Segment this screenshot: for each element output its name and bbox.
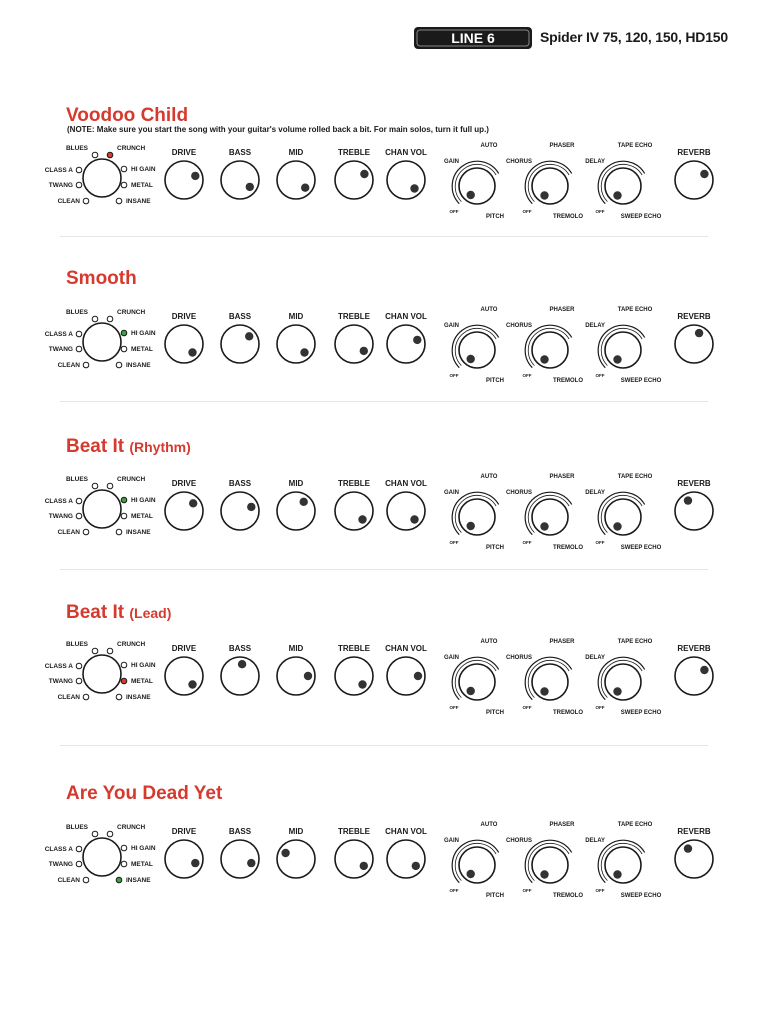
amp-model-label: BLUES	[65, 309, 88, 316]
preset	[0, 436, 768, 601]
led-indicator	[121, 330, 127, 336]
knob	[165, 325, 203, 363]
led-indicator	[92, 648, 98, 654]
led-indicator	[107, 648, 113, 654]
knob-label: BASS	[228, 312, 252, 321]
knob-indicator	[189, 499, 197, 507]
svg-text:LINE 6: LINE 6	[451, 30, 495, 46]
amp-panel	[0, 139, 768, 259]
amp-model-label: TWANG	[48, 346, 73, 353]
amp-model-selector	[83, 490, 121, 528]
knob-indicator	[191, 859, 199, 867]
fx-label-left: GAIN	[444, 323, 459, 329]
knob	[221, 492, 259, 530]
amp-model-label: METAL	[131, 182, 153, 189]
fx-label-bottom: PITCH	[486, 710, 504, 716]
fx-knob-indicator	[613, 870, 621, 878]
amp-model-label: TWANG	[48, 678, 73, 685]
fx-label-top: PHASER	[549, 474, 575, 480]
preset-title: Are You Dead Yet	[66, 783, 223, 804]
amp-model-label: INSANE	[126, 198, 151, 205]
fx-label-bottom: SWEEP ECHO	[620, 710, 662, 716]
amp-model-label: CRUNCH	[117, 309, 146, 316]
knob-indicator	[414, 672, 422, 680]
knob	[165, 840, 203, 878]
knob-label: MID	[288, 312, 304, 321]
knob-label: BASS	[228, 148, 252, 157]
fx-label-top: TAPE ECHO	[617, 307, 653, 313]
fx-knob	[532, 332, 568, 368]
amp-model-label: METAL	[131, 346, 153, 353]
led-indicator	[76, 861, 82, 867]
amp-model-selector	[83, 655, 121, 693]
preset-title: Beat It (Rhythm)	[66, 436, 191, 457]
preset-note: (NOTE: Make sure you start the song with your guitar's volume rolled back a bit. For main solos, turn it full up.)	[67, 125, 489, 134]
fx-label-left: CHORUS	[505, 159, 532, 165]
led-indicator	[107, 152, 113, 158]
knob	[221, 840, 259, 878]
fx-knob-indicator	[540, 355, 548, 363]
led-indicator	[83, 694, 89, 700]
fx-knob	[459, 499, 495, 535]
knob-label: DRIVE	[171, 827, 197, 836]
amp-model-label: CLASS A	[44, 331, 73, 338]
preset	[0, 105, 768, 270]
fx-knob-indicator	[467, 355, 475, 363]
led-indicator	[121, 166, 127, 172]
knob-indicator	[413, 336, 421, 344]
knob-indicator	[281, 849, 289, 857]
fx-label-top: TAPE ECHO	[617, 143, 653, 149]
led-indicator	[121, 497, 127, 503]
fx-knob-indicator	[613, 191, 621, 199]
fx-knob	[605, 168, 641, 204]
knob-indicator	[238, 660, 246, 668]
led-indicator	[76, 331, 82, 337]
led-indicator	[116, 529, 122, 535]
knob	[335, 840, 373, 878]
knob	[277, 492, 315, 530]
knob-label: MID	[288, 827, 304, 836]
amp-model-label: HI GAIN	[131, 330, 156, 337]
led-indicator	[92, 316, 98, 322]
fx-label-bottom: TREMOLO	[553, 710, 583, 716]
fx-label-bottom: TREMOLO	[553, 893, 583, 899]
led-indicator	[121, 845, 127, 851]
fx-knob	[605, 499, 641, 535]
fx-knob	[532, 499, 568, 535]
amp-model-label: TWANG	[48, 182, 73, 189]
knob-label: TREBLE	[338, 644, 370, 653]
fx-label-bottom: TREMOLO	[553, 545, 583, 551]
fx-label-bottom: SWEEP ECHO	[620, 893, 662, 899]
fx-label-top: AUTO	[480, 474, 498, 480]
fx-label-off: OFF	[595, 373, 605, 378]
amp-model-label: INSANE	[126, 694, 151, 701]
preset-title: Beat It (Lead)	[66, 602, 172, 623]
knob	[675, 492, 713, 530]
preset	[0, 268, 768, 433]
fx-label-off: OFF	[449, 540, 459, 545]
fx-label-top: TAPE ECHO	[617, 822, 653, 828]
amp-panel	[0, 635, 768, 755]
knob-indicator	[246, 183, 254, 191]
fx-label-left: GAIN	[444, 490, 459, 496]
knob-label: BASS	[228, 644, 252, 653]
fx-label-bottom: TREMOLO	[553, 214, 583, 220]
fx-label-left: DELAY	[585, 323, 605, 329]
led-indicator	[76, 167, 82, 173]
fx-knob	[532, 664, 568, 700]
amp-model-label: CRUNCH	[117, 145, 146, 152]
fx-label-off: OFF	[449, 209, 459, 214]
fx-knob	[459, 847, 495, 883]
fx-knob	[532, 847, 568, 883]
knob-indicator	[700, 666, 708, 674]
amp-panel	[0, 818, 768, 938]
amp-model-label: CLASS A	[44, 663, 73, 670]
amp-model-label: CLASS A	[44, 846, 73, 853]
amp-model-label: BLUES	[65, 641, 88, 648]
led-indicator	[121, 182, 127, 188]
fx-label-bottom: SWEEP ECHO	[620, 378, 662, 384]
knob-label: BASS	[228, 827, 252, 836]
knob-label: CHAN VOL	[385, 312, 427, 321]
fx-label-top: AUTO	[480, 639, 498, 645]
fx-label-off: OFF	[522, 209, 532, 214]
knob-indicator	[360, 170, 368, 178]
knob-label: DRIVE	[171, 312, 197, 321]
knob	[675, 161, 713, 199]
knob	[387, 840, 425, 878]
knob-indicator	[300, 498, 308, 506]
fx-label-bottom: PITCH	[486, 545, 504, 551]
knob-label: DRIVE	[171, 148, 197, 157]
knob-label: CHAN VOL	[385, 827, 427, 836]
fx-label-off: OFF	[522, 373, 532, 378]
amp-model-label: HI GAIN	[131, 662, 156, 669]
fx-knob-indicator	[613, 687, 621, 695]
fx-label-left: CHORUS	[505, 323, 532, 329]
knob-indicator	[304, 672, 312, 680]
amp-model-label: INSANE	[126, 362, 151, 369]
knob-indicator	[410, 184, 418, 192]
led-indicator	[116, 362, 122, 368]
led-indicator	[107, 831, 113, 837]
led-indicator	[76, 846, 82, 852]
led-indicator	[121, 662, 127, 668]
fx-label-off: OFF	[595, 888, 605, 893]
knob-label: MID	[288, 148, 304, 157]
fx-knob-indicator	[540, 522, 548, 530]
knob	[277, 325, 315, 363]
knob-label: DRIVE	[171, 479, 197, 488]
knob-indicator	[695, 329, 703, 337]
amp-model-label: CLEAN	[57, 694, 80, 701]
amp-model-label: HI GAIN	[131, 497, 156, 504]
knob-label: CHAN VOL	[385, 479, 427, 488]
fx-label-left: DELAY	[585, 490, 605, 496]
fx-label-off: OFF	[449, 373, 459, 378]
preset	[0, 602, 768, 767]
fx-label-off: OFF	[522, 888, 532, 893]
knob-indicator	[684, 496, 692, 504]
knob-indicator	[410, 515, 418, 523]
knob-label: TREBLE	[338, 827, 370, 836]
led-indicator	[76, 182, 82, 188]
knob-label: MID	[288, 644, 304, 653]
knob-indicator	[360, 347, 368, 355]
knob	[335, 161, 373, 199]
knob-label: TREBLE	[338, 312, 370, 321]
knob-label: REVERB	[677, 312, 711, 321]
fx-label-off: OFF	[595, 705, 605, 710]
knob	[675, 325, 713, 363]
knob-indicator	[301, 184, 309, 192]
knob	[165, 492, 203, 530]
amp-panel	[0, 303, 768, 423]
fx-label-left: GAIN	[444, 838, 459, 844]
knob	[277, 161, 315, 199]
amp-model-label: CRUNCH	[117, 824, 146, 831]
preset	[0, 783, 768, 948]
amp-model-label: BLUES	[65, 824, 88, 831]
knob	[335, 657, 373, 695]
led-indicator	[76, 678, 82, 684]
knob-label: DRIVE	[171, 644, 197, 653]
line6-logo	[414, 27, 532, 49]
fx-label-off: OFF	[595, 540, 605, 545]
fx-knob-indicator	[540, 191, 548, 199]
amp-panel	[0, 470, 768, 590]
knob	[335, 325, 373, 363]
knob	[387, 325, 425, 363]
amp-model-label: CLEAN	[57, 362, 80, 369]
amp-model-label: HI GAIN	[131, 166, 156, 173]
fx-label-left: CHORUS	[505, 838, 532, 844]
divider	[60, 745, 708, 746]
divider	[60, 236, 708, 237]
knob	[165, 657, 203, 695]
amp-model-label: CLEAN	[57, 529, 80, 536]
knob-indicator	[358, 515, 366, 523]
knob	[675, 657, 713, 695]
led-indicator	[121, 861, 127, 867]
led-indicator	[83, 529, 89, 535]
fx-knob-indicator	[540, 870, 548, 878]
amp-model-label: BLUES	[65, 145, 88, 152]
knob-indicator	[700, 170, 708, 178]
amp-model-label: CRUNCH	[117, 476, 146, 483]
led-indicator	[116, 877, 122, 883]
fx-label-left: DELAY	[585, 838, 605, 844]
fx-label-top: PHASER	[549, 307, 575, 313]
knob	[277, 840, 315, 878]
fx-label-top: AUTO	[480, 307, 498, 313]
knob-label: BASS	[228, 479, 252, 488]
knob-indicator	[412, 862, 420, 870]
fx-knob-indicator	[467, 522, 475, 530]
knob-label: REVERB	[677, 479, 711, 488]
knob-indicator	[358, 680, 366, 688]
fx-label-bottom: PITCH	[486, 893, 504, 899]
knob	[387, 161, 425, 199]
amp-model-label: METAL	[131, 513, 153, 520]
fx-knob-indicator	[540, 687, 548, 695]
knob-indicator	[247, 859, 255, 867]
fx-knob	[605, 664, 641, 700]
led-indicator	[116, 694, 122, 700]
model-title: Spider IV 75, 120, 150, HD150	[540, 29, 728, 45]
knob-indicator	[188, 680, 196, 688]
knob	[675, 840, 713, 878]
fx-label-bottom: SWEEP ECHO	[620, 214, 662, 220]
knob-indicator	[247, 503, 255, 511]
fx-label-bottom: PITCH	[486, 378, 504, 384]
led-indicator	[116, 198, 122, 204]
amp-model-selector	[83, 838, 121, 876]
led-indicator	[121, 513, 127, 519]
led-indicator	[76, 498, 82, 504]
knob-indicator	[360, 862, 368, 870]
fx-knob-indicator	[613, 522, 621, 530]
knob-indicator	[245, 332, 253, 340]
amp-model-label: TWANG	[48, 861, 73, 868]
fx-knob-indicator	[467, 870, 475, 878]
preset-title: Voodoo Child	[66, 105, 189, 126]
led-indicator	[76, 513, 82, 519]
fx-label-top: AUTO	[480, 143, 498, 149]
fx-knob-indicator	[467, 191, 475, 199]
knob	[165, 161, 203, 199]
amp-model-label: INSANE	[126, 529, 151, 536]
knob-label: REVERB	[677, 148, 711, 157]
fx-label-off: OFF	[522, 705, 532, 710]
fx-knob-indicator	[467, 687, 475, 695]
led-indicator	[121, 346, 127, 352]
knob	[335, 492, 373, 530]
fx-knob	[459, 332, 495, 368]
amp-model-label: BLUES	[65, 476, 88, 483]
fx-label-off: OFF	[522, 540, 532, 545]
divider	[60, 569, 708, 570]
knob-label: TREBLE	[338, 479, 370, 488]
knob-indicator	[300, 348, 308, 356]
fx-label-off: OFF	[449, 888, 459, 893]
led-indicator	[121, 678, 127, 684]
fx-knob	[605, 332, 641, 368]
amp-model-label: CLASS A	[44, 498, 73, 505]
knob-label: MID	[288, 479, 304, 488]
fx-label-left: CHORUS	[505, 655, 532, 661]
amp-model-selector	[83, 159, 121, 197]
led-indicator	[92, 152, 98, 158]
amp-model-label: CLASS A	[44, 167, 73, 174]
knob	[387, 492, 425, 530]
amp-model-label: CLEAN	[57, 877, 80, 884]
fx-label-left: CHORUS	[505, 490, 532, 496]
knob-label: CHAN VOL	[385, 148, 427, 157]
amp-model-label: METAL	[131, 861, 153, 868]
fx-knob	[532, 168, 568, 204]
knob-label: CHAN VOL	[385, 644, 427, 653]
fx-label-bottom: TREMOLO	[553, 378, 583, 384]
led-indicator	[76, 346, 82, 352]
knob-label: TREBLE	[338, 148, 370, 157]
fx-label-left: GAIN	[444, 159, 459, 165]
knob	[221, 325, 259, 363]
led-indicator	[92, 831, 98, 837]
fx-label-top: PHASER	[549, 143, 575, 149]
amp-model-label: CRUNCH	[117, 641, 146, 648]
fx-label-top: TAPE ECHO	[617, 474, 653, 480]
led-indicator	[76, 663, 82, 669]
fx-label-bottom: PITCH	[486, 214, 504, 220]
fx-label-off: OFF	[595, 209, 605, 214]
amp-model-label: HI GAIN	[131, 845, 156, 852]
fx-label-off: OFF	[449, 705, 459, 710]
fx-knob	[459, 664, 495, 700]
preset-title: Smooth	[66, 268, 137, 289]
fx-label-top: PHASER	[549, 639, 575, 645]
led-indicator	[83, 362, 89, 368]
fx-label-top: AUTO	[480, 822, 498, 828]
led-indicator	[107, 483, 113, 489]
amp-model-label: METAL	[131, 678, 153, 685]
amp-model-selector	[83, 323, 121, 361]
led-indicator	[83, 877, 89, 883]
knob-indicator	[191, 172, 199, 180]
divider	[60, 401, 708, 402]
fx-knob	[459, 168, 495, 204]
fx-label-top: PHASER	[549, 822, 575, 828]
fx-knob	[605, 847, 641, 883]
fx-knob-indicator	[613, 355, 621, 363]
amp-model-label: TWANG	[48, 513, 73, 520]
knob-indicator	[188, 348, 196, 356]
knob-label: REVERB	[677, 827, 711, 836]
fx-label-left: GAIN	[444, 655, 459, 661]
knob-indicator	[684, 844, 692, 852]
fx-label-bottom: SWEEP ECHO	[620, 545, 662, 551]
amp-model-label: CLEAN	[57, 198, 80, 205]
fx-label-left: DELAY	[585, 159, 605, 165]
fx-label-top: TAPE ECHO	[617, 639, 653, 645]
led-indicator	[83, 198, 89, 204]
amp-model-label: INSANE	[126, 877, 151, 884]
led-indicator	[107, 316, 113, 322]
led-indicator	[92, 483, 98, 489]
fx-label-left: DELAY	[585, 655, 605, 661]
knob	[221, 161, 259, 199]
knob-label: REVERB	[677, 644, 711, 653]
